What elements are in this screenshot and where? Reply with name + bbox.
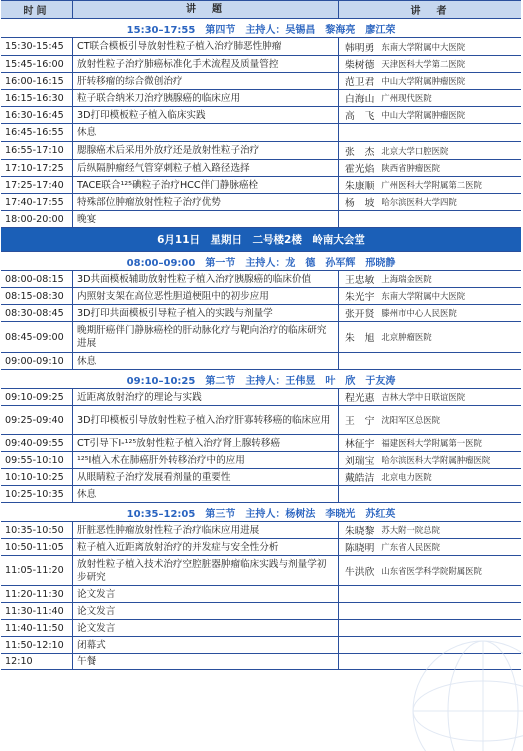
speaker-affiliation: 滕州市中心人民医院 [381,308,457,318]
speaker-name: 柴树德 [345,60,375,71]
speaker-cell [339,469,521,485]
topic-cell: 3D打印模板粒子植入临床实践 [73,107,339,123]
speaker-affiliation: 广东省人民医院 [381,542,441,552]
speaker-affiliation: 广州现代医院 [381,93,432,103]
time-cell: 11:30-11:40 [1,603,73,619]
topic-cell: CT引导下I-¹²⁵放射性粒子植入治疗肾上腺转移癌 [73,435,339,451]
speaker-name: 霍光焰 [345,164,375,175]
time-cell: 17:10-17:25 [1,160,73,176]
time-cell: 17:40-17:55 [1,194,73,210]
table-row [1,603,521,620]
table-row [1,556,521,586]
speaker-affiliation: 东南大学附属中大医院 [381,41,466,52]
speaker-name: 戴皓洁 [345,473,375,484]
speaker-cell [339,353,521,369]
table-row [1,160,521,177]
table-row [1,124,521,142]
table-row [1,452,521,469]
topic-cell: 晚期肝癌伴门静脉癌栓的肝动脉化疗与靶向治疗的临床研究进展 [73,322,339,352]
speaker-cell [339,322,521,352]
session-header: 09:10–10:25 第二节 主持人：王伟昱 叶 欣 于友涛 [1,370,521,389]
table-row [1,620,521,637]
time-cell: 08:30-08:45 [1,305,73,321]
speaker-affiliation: 天津医科大学第二医院 [381,59,466,69]
speaker-cell [339,522,521,538]
table-row [1,142,521,160]
speaker-cell [339,107,521,123]
topic-cell: 肝转移瘤的综合微创治疗 [73,73,339,89]
speaker-affiliation: 北京电力医院 [381,472,432,482]
time-cell: 15:45-16:00 [1,56,73,72]
day-banner: 6月11日 星期日 二号楼2楼 岭南大会堂 [1,228,521,252]
table-row [1,637,521,654]
table-row [1,486,521,503]
speaker-cell [339,271,521,287]
header-time: 时间 [1,1,73,18]
table-row [1,73,521,90]
speaker-affiliation: 广州医科大学附属第二医院 [381,180,482,190]
topic-cell: 放射性粒子治疗肺癌标准化手术流程及质量管控 [73,56,339,72]
time-cell: 09:10-09:25 [1,389,73,405]
topic-cell: 3D打印模板引导放射性粒子植入治疗肝寡转移癌的临床应用 [73,406,339,434]
speaker-cell [339,389,521,405]
speaker-affiliation: 北京大学口腔医院 [381,145,449,156]
table-header [1,1,521,19]
speaker-name: 陈晓明 [345,543,375,554]
table-row [1,194,521,211]
header-speaker: 讲 者 [410,6,450,17]
table-row [1,38,521,56]
table-row [1,305,521,322]
header-topic: 讲 题 [73,1,339,18]
time-cell: 10:25-10:35 [1,486,73,502]
time-cell: 11:20-11:30 [1,586,73,602]
session-header: 10:35–12:05 第三节 主持人：杨树法 李晓光 苏红英 [1,503,521,522]
topic-cell: 晚宴 [73,211,339,227]
time-cell: 18:00-20:00 [1,211,73,227]
speaker-name: 朱晓黎 [345,526,375,537]
table-row [1,469,521,486]
topic-cell: 3D共面模板辅助放射性粒子植入治疗胰腺癌的临床价值 [73,271,339,287]
time-cell: 11:40-11:50 [1,620,73,636]
speaker-affiliation: 陕西省肿瘤医院 [381,163,441,173]
session-block [1,19,521,228]
speaker-cell [339,73,521,89]
speaker-affiliation: 哈尔滨医科大学四院 [381,197,457,207]
session-header: 15:30–17:55 第四节 主持人：吴锡昌 黎海亮 廖江荣 [1,19,521,38]
speaker-cell [339,556,521,585]
topic-cell: 论文发言 [73,586,339,602]
table-row [1,56,521,73]
topic-cell: 论文发言 [73,620,339,636]
speaker-cell [339,38,521,55]
topic-cell: 3D打印共面模板引导粒子植入的实践与剂量学 [73,305,339,321]
speaker-name: 朱 旭 [345,333,375,344]
time-cell: 16:45-16:55 [1,124,73,141]
topic-cell: TACE联合¹²⁵碘粒子治疗HCC伴门静脉癌栓 [73,177,339,193]
time-cell: 16:15-16:30 [1,90,73,106]
topic-cell: 从眼睛粒子治疗发展看剂量的重要性 [73,469,339,485]
speaker-name: 朱康顺 [345,181,375,192]
table-row [1,586,521,603]
time-cell: 10:50-11:05 [1,539,73,555]
speaker-cell [339,194,521,210]
speaker-cell [339,654,521,669]
time-cell: 08:00-08:15 [1,271,73,287]
speaker-affiliation: 吉林大学中日联谊医院 [381,392,466,402]
speaker-cell [339,486,521,502]
time-cell: 11:05-11:20 [1,556,73,585]
speaker-name: 高 飞 [345,111,375,122]
topic-cell: 腮腺癌术后采用外放疗还是放射性粒子治疗 [73,142,339,159]
speaker-name: 朱光宇 [345,292,375,303]
topic-cell: CT联合模板引导放射性粒子植入治疗肺恶性肿瘤 [73,38,339,55]
topic-cell: 休息 [73,124,339,141]
table-row [1,654,521,670]
session-block [1,503,521,670]
topic-cell: 特殊部位肿瘤放射性粒子治疗优势 [73,194,339,210]
table-row [1,539,521,556]
time-cell: 09:40-09:55 [1,435,73,451]
speaker-name: 牛洪欣 [345,566,375,578]
time-cell: 08:45-09:00 [1,322,73,352]
topic-cell: 论文发言 [73,603,339,619]
time-cell: 09:55-10:10 [1,452,73,468]
time-cell: 10:35-10:50 [1,522,73,538]
table-row [1,435,521,452]
speaker-name: 程光惠 [345,393,375,404]
speaker-cell [339,177,521,193]
table-row [1,288,521,305]
speaker-cell [339,90,521,106]
table-row [1,389,521,406]
speaker-name: 王忠敏 [345,275,375,286]
time-cell: 16:00-16:15 [1,73,73,89]
speaker-affiliation: 福建医科大学附属第一医院 [381,438,482,448]
speaker-name: 范卫君 [345,77,375,88]
speaker-cell [339,288,521,304]
time-cell: 16:55-17:10 [1,142,73,159]
time-cell: 12:10 [1,654,73,669]
topic-cell: 粒子联合纳米刀治疗胰腺癌的临床应用 [73,90,339,106]
table-row [1,271,521,288]
speaker-affiliation: 沈阳军区总医院 [381,415,441,425]
time-cell: 09:00-09:10 [1,353,73,369]
time-cell: 16:30-16:45 [1,107,73,123]
speaker-name: 张 杰 [345,146,375,158]
table-row [1,177,521,194]
table-row [1,522,521,539]
topic-cell: ¹²⁵I植入术在肺癌肝外转移治疗中的应用 [73,452,339,468]
speaker-cell [339,406,521,434]
speaker-affiliation: 哈尔滨医科大学附属肿瘤医院 [381,455,491,465]
topic-cell: 后纵隔肿瘤经气管穿刺粒子植入路径选择 [73,160,339,176]
speaker-name: 杨 坡 [345,198,375,209]
session-block [1,252,521,370]
table-row [1,90,521,107]
speaker-cell [339,56,521,72]
speaker-affiliation: 中山大学附属肿瘤医院 [381,110,466,120]
speaker-cell [339,586,521,602]
speaker-affiliation: 中山大学附属肿瘤医院 [381,76,466,86]
table-row [1,353,521,370]
time-cell: 17:25-17:40 [1,177,73,193]
topic-cell: 粒子植入近距离放射治疗的并发症与安全性分析 [73,539,339,555]
speaker-cell [339,305,521,321]
speaker-affiliation: 北京肿瘤医院 [381,332,432,342]
speaker-cell [339,160,521,176]
speaker-cell [339,142,521,159]
speaker-affiliation: 山东省医学科学院附属医院 [381,565,482,576]
table-row [1,107,521,124]
speaker-affiliation: 东南大学附属中大医院 [381,291,466,301]
time-cell: 10:10-10:25 [1,469,73,485]
topic-cell: 闭幕式 [73,637,339,653]
speaker-name: 王 宁 [345,416,375,427]
speaker-affiliation: 上海瑞金医院 [381,274,432,284]
speaker-cell [339,435,521,451]
topic-cell: 内照射支架在高位恶性胆道梗阻中的初步应用 [73,288,339,304]
topic-cell: 午餐 [73,654,339,669]
table-row [1,322,521,353]
speaker-name: 白海山 [345,94,375,105]
speaker-cell [339,124,521,141]
speaker-name: 林征宇 [345,439,375,450]
session-block [1,370,521,503]
speaker-cell [339,603,521,619]
time-cell: 15:30-15:45 [1,38,73,55]
speaker-name: 张开贤 [345,309,375,320]
speaker-cell [339,539,521,555]
speaker-name: 韩明勇 [345,42,375,54]
schedule-table [1,0,521,670]
session-header: 08:00–09:00 第一节 主持人：龙 德 孙军辉 邢晓静 [1,252,521,271]
speaker-name: 刘瑞宝 [345,456,375,467]
speaker-cell [339,637,521,653]
speaker-cell [339,452,521,468]
time-cell: 11:50-12:10 [1,637,73,653]
table-row [1,211,521,228]
speaker-cell [339,211,521,227]
topic-cell: 休息 [73,486,339,502]
table-row [1,406,521,435]
time-cell: 09:25-09:40 [1,406,73,434]
topic-cell: 放射性粒子植入技术治疗空腔脏器肿瘤临床实践与剂量学初步研究 [73,556,339,585]
time-cell: 08:15-08:30 [1,288,73,304]
topic-cell: 近距离放射治疗的理论与实践 [73,389,339,405]
topic-cell: 休息 [73,353,339,369]
topic-cell: 肝脏恶性肿瘤放射性粒子治疗临床应用进展 [73,522,339,538]
speaker-affiliation: 苏大附一院总院 [381,525,441,535]
speaker-cell [339,620,521,636]
